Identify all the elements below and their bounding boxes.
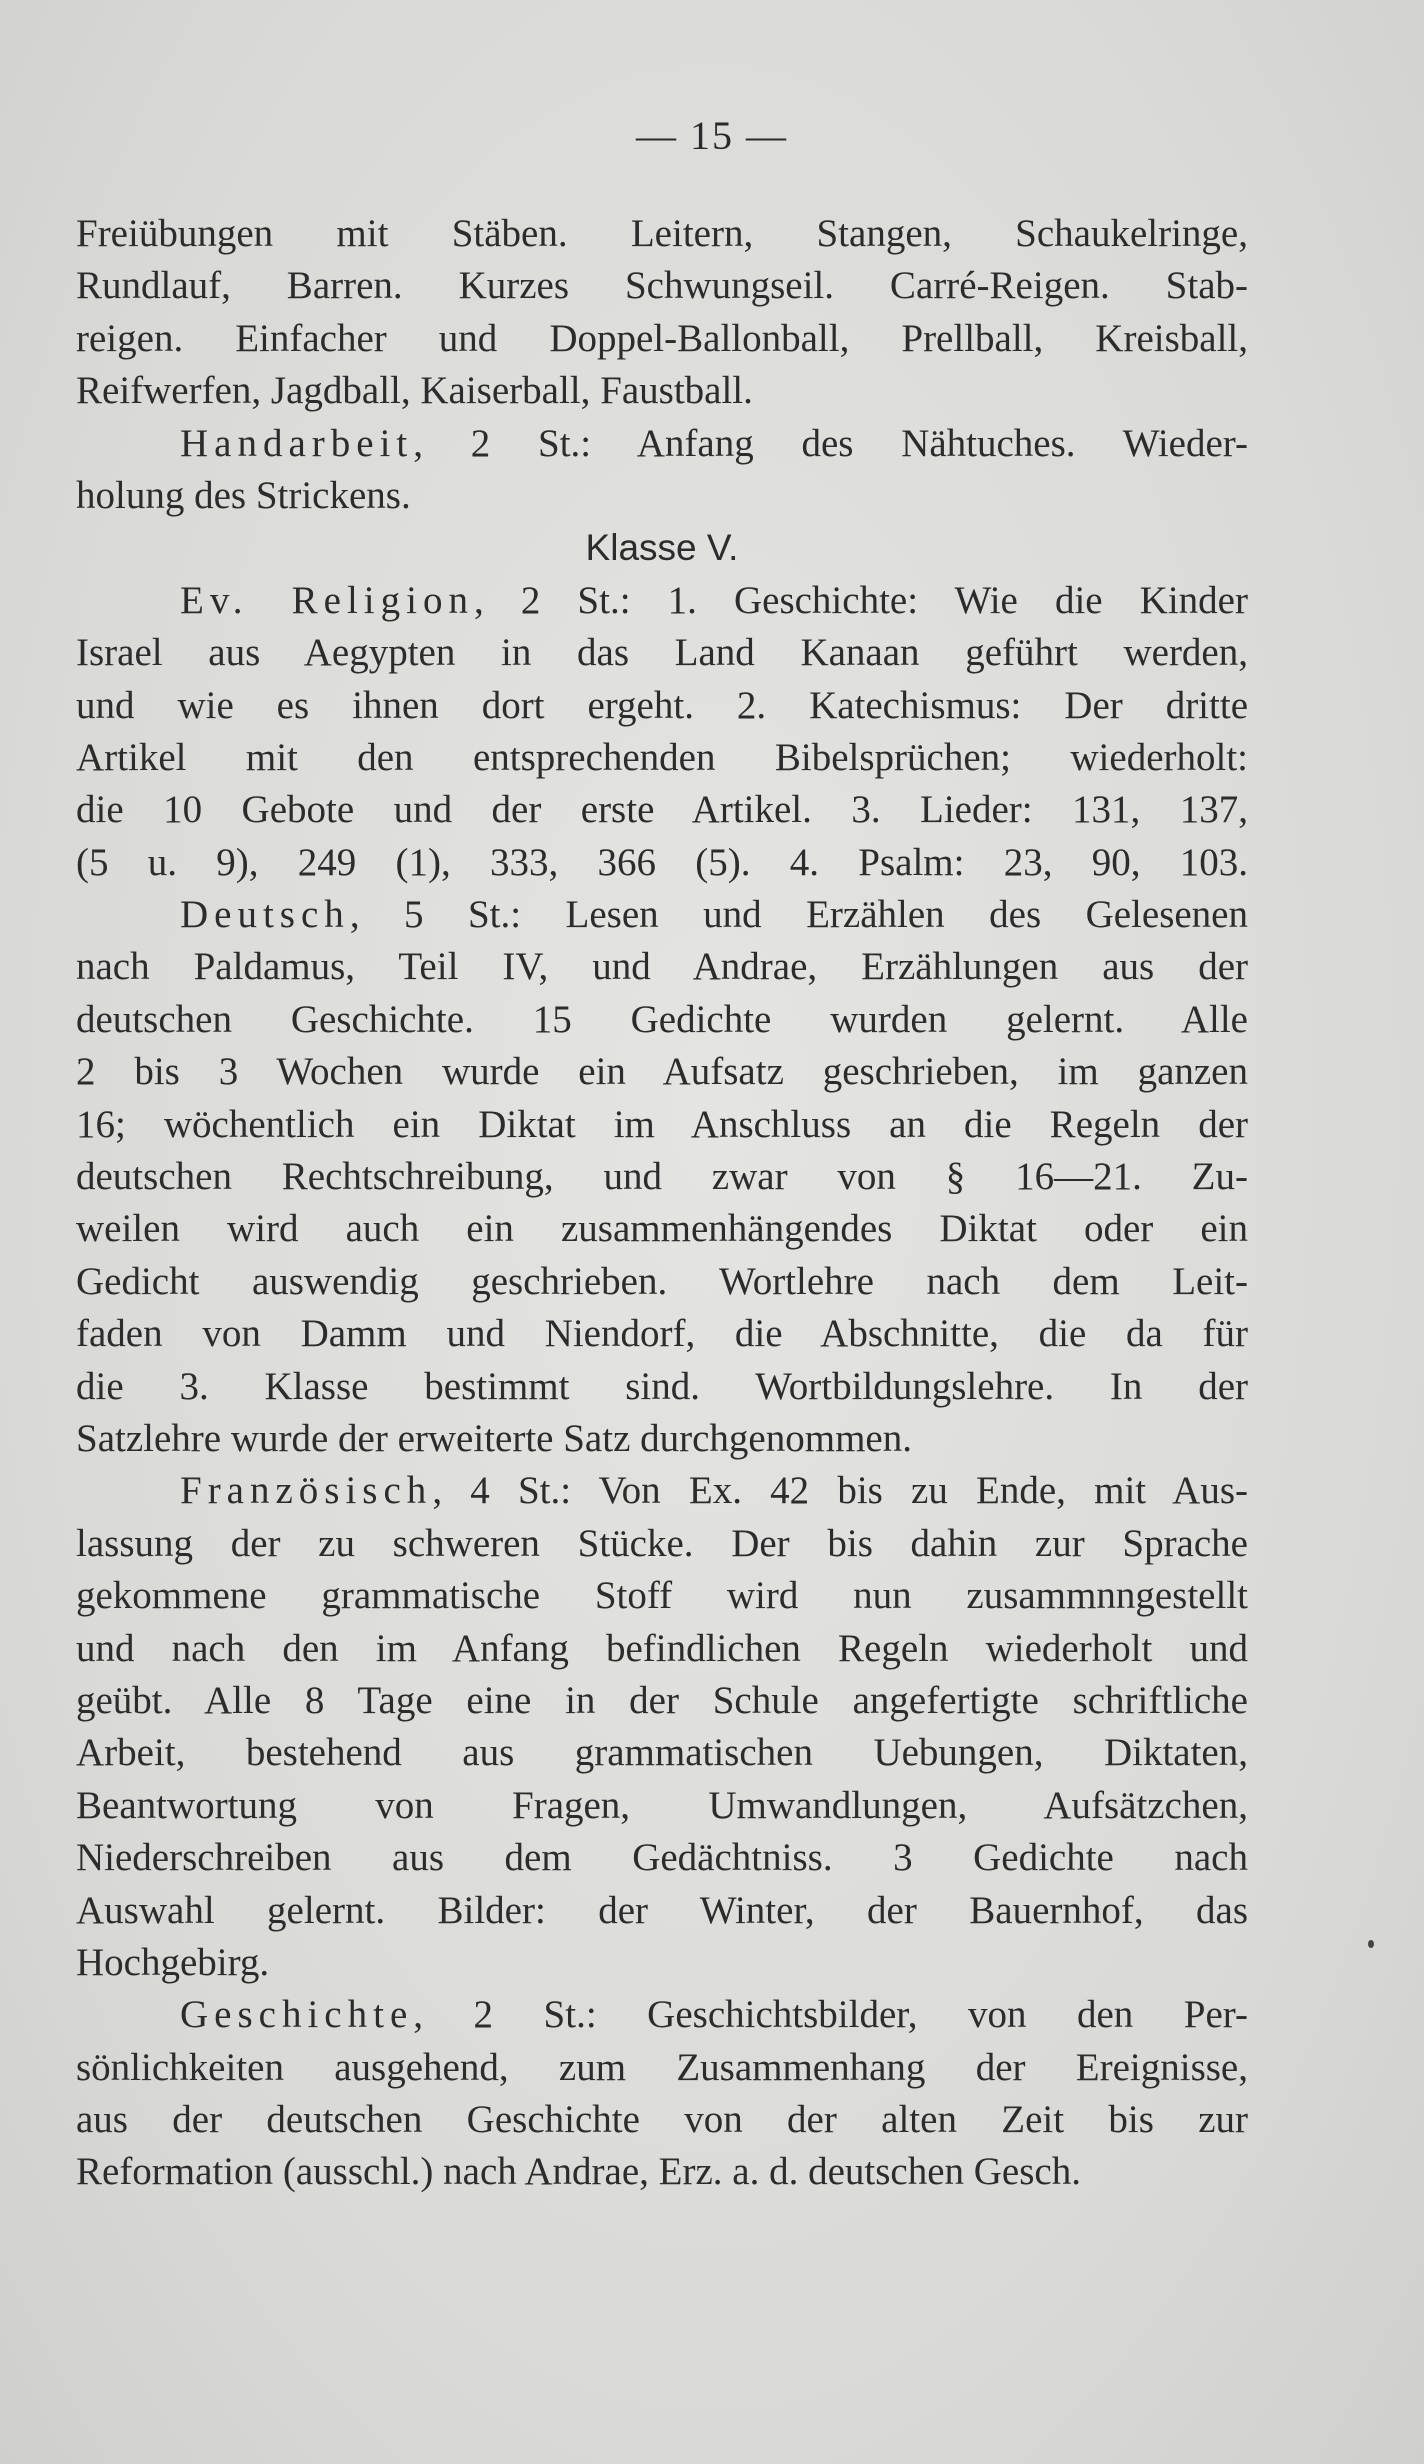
text-line: die 10 Gebote und der erste Artikel. 3. Lieder: 131, 137, [76, 788, 1248, 832]
text-line: die 3. Klasse bestimmt sind. Wortbildungslehre. In der [76, 1364, 1248, 1408]
text-line: (5 u. 9), 249 (1), 333, 366 (5). 4. Psalm: 23, 90, 103. [76, 840, 1248, 884]
text-line: Arbeit, bestehend aus grammatischen Uebungen, Diktaten, [76, 1731, 1248, 1775]
text-line: Niederschreiben aus dem Gedächtniss. 3 Gedichte nach [76, 1836, 1248, 1880]
text-line: lassung der zu schweren Stücke. Der bis dahin zur Sprache [76, 1521, 1248, 1565]
text-line-franzoesisch [76, 1465, 1248, 1517]
text-line: Freiübungen mit Stäben. Leitern, Stangen, Schaukelringe, [76, 212, 1248, 255]
text-line: 16; wöchentlich ein Diktat im Anschluss an die Regeln der [76, 1102, 1248, 1146]
text-line-religion [76, 575, 1248, 627]
text-line: Beantwortung von Fragen, Umwandlungen, Aufsätzchen, [76, 1783, 1248, 1827]
text-line: deutschen Geschichte. 15 Gedichte wurden gelernt. Alle [76, 997, 1248, 1041]
page-number: — 15 — [636, 113, 788, 158]
text-line-geschichte [76, 1989, 1248, 2041]
text-line: Hochgebirg. [76, 1940, 270, 1984]
text-line: weilen wird auch ein zusammenhängendes Diktat oder ein [76, 1207, 1248, 1251]
text-line: Artikel mit den entsprechenden Bibelsprüchen; wiederholt: [76, 735, 1248, 779]
text-line: sönlichkeiten ausgehend, zum Zusammenhang der Ereignisse, [76, 2045, 1248, 2089]
text-line-deutsch [76, 889, 1248, 941]
ink-speck [1368, 1940, 1374, 1948]
text-line: deutschen Rechtschreibung, und zwar von § 16—21. Zu- [76, 1155, 1248, 1199]
text-line-rest: , 5 St.: Lesen und Erzählen des Gelesenen [349, 893, 1248, 937]
text-line: gekommene grammatische Stoff wird nun zusammnngestellt [76, 1574, 1248, 1618]
text-line: Gedicht auswendig geschrieben. Wortlehre nach dem Leit- [76, 1259, 1248, 1303]
text-line-rest: , 4 St.: Von Ex. 42 bis zu Ende, mit Aus- [432, 1469, 1248, 1513]
text-line: 2 bis 3 Wochen wurde ein Aufsatz geschrieben, im ganzen [76, 1050, 1248, 1094]
text-line-handarbeit [76, 418, 1248, 470]
text-line: Reifwerfen, Jagdball, Kaiserball, Faustball. [76, 369, 753, 413]
text-line: Auswahl gelernt. Bilder: der Winter, der Bauernhof, das [76, 1888, 1248, 1932]
text-line-rest: , 2 St.: 1. Geschichte: Wie die Kinder [473, 578, 1248, 622]
subject-title-geschichte: Geschichte [180, 1993, 414, 2037]
section-heading: Klasse V. [585, 527, 739, 569]
text-line: Israel aus Aegypten in das Land Kanaan geführt werden, [76, 631, 1248, 675]
text-line-rest: , 2 St.: Anfang des Nähtuches. Wieder- [413, 421, 1248, 465]
text-line: nach Paldamus, Teil IV, und Andrae, Erzählungen aus der [76, 945, 1248, 989]
text-line-rest: , 2 St.: Geschichtsbilder, von den Per- [413, 1993, 1248, 2037]
text-line: faden von Damm und Niendorf, die Abschnitte, die da für [76, 1312, 1248, 1356]
text-line: und wie es ihnen dort ergeht. 2. Katechismus: Der dritte [76, 683, 1248, 727]
text-line: aus der deutschen Geschichte von der alten Zeit bis zur [76, 2098, 1248, 2142]
text-line: und nach den im Anfang befindlichen Regeln wiederholt und [76, 1626, 1248, 1670]
text-line: Reformation (ausschl.) nach Andrae, Erz. a. d. deutschen Gesch. [76, 2150, 1081, 2194]
subject-title-franzoesisch: Französisch [180, 1469, 433, 1513]
text-line: Satzlehre wurde der erweiterte Satz durchgenommen. [76, 1416, 912, 1460]
text-line: Rundlauf, Barren. Kurzes Schwungseil. Carré-Reigen. Stab- [76, 264, 1248, 308]
body-text [76, 208, 1248, 2199]
text-line: geübt. Alle 8 Tage eine in der Schule angefertigte schriftliche [76, 1678, 1248, 1722]
subject-title-deutsch: Deutsch [180, 893, 350, 937]
text-line: holung des Strickens. [76, 473, 411, 517]
subject-title-religion: Ev. Religion [180, 578, 474, 622]
subject-title-handarbeit: Handarbeit [180, 421, 414, 465]
text-line: reigen. Einfacher und Doppel-Ballonball, Prellball, Kreisball, [76, 316, 1248, 360]
